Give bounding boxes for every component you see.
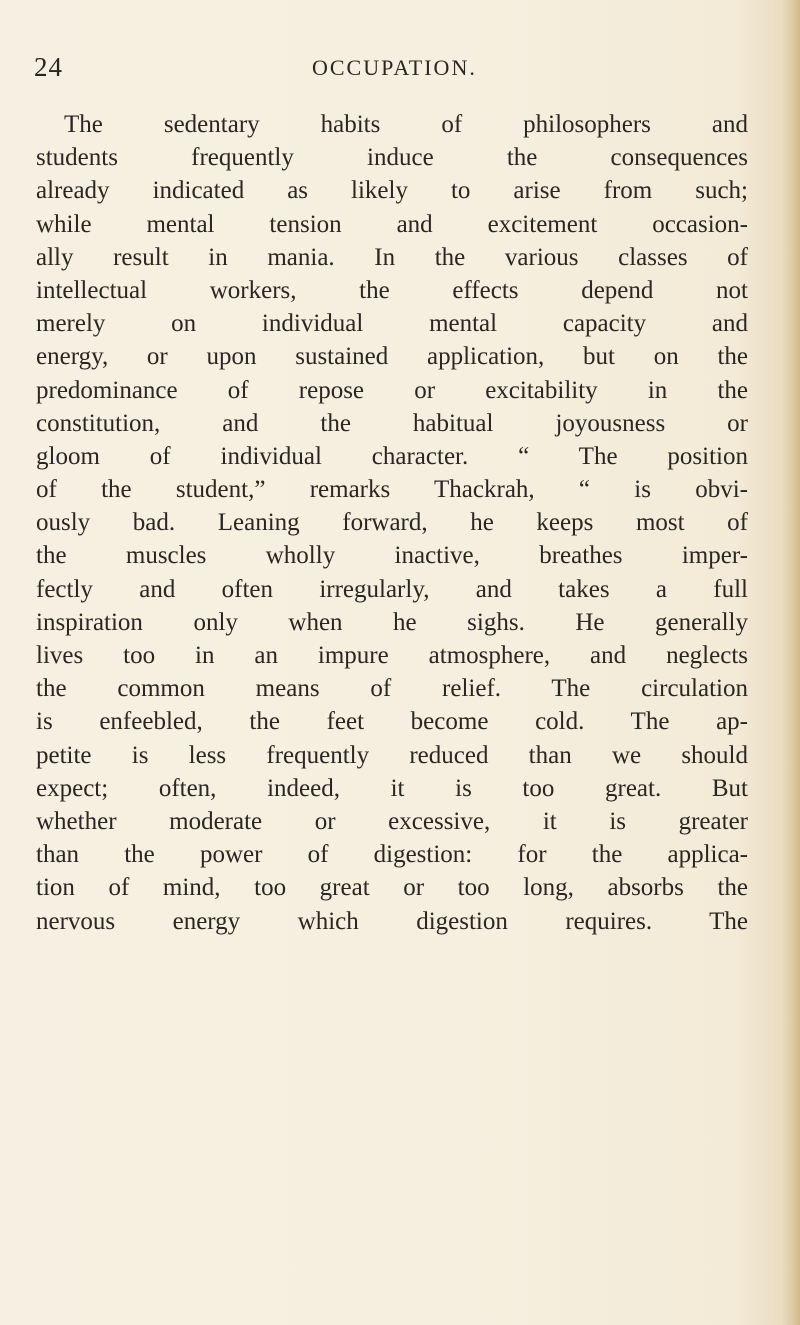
text-line: fectly and often irregularly, and takes a full: [36, 575, 748, 603]
text-line: energy, or upon sustained application, but on the: [36, 343, 748, 371]
running-title: OCCUPATION.: [312, 55, 477, 80]
text-line: The sedentary habits of philosophers and: [64, 111, 748, 138]
text-line: students frequently induce the consequences: [36, 144, 748, 172]
text-line: inspiration only when he sighs. He generally: [36, 608, 748, 636]
text-line: while mental tension and excitement occasion-: [36, 210, 748, 238]
text-line: merely on individual mental capacity and: [36, 310, 748, 338]
text-line: tion of mind, too great or too long, absorbs the: [36, 874, 748, 902]
text-line: ously bad. Leaning forward, he keeps most of: [36, 509, 748, 537]
page-edge-shadow: [782, 0, 800, 1325]
text-line: the muscles wholly inactive, breathes imper-: [36, 542, 748, 570]
text-line: constitution, and the habitual joyousness or: [36, 409, 748, 437]
text-line: ally result in mania. In the various classes of: [36, 243, 748, 271]
running-head: [0, 52, 800, 92]
text-line: the common means of relief. The circulation: [36, 675, 748, 703]
text-line: already indicated as likely to arise from such;: [36, 177, 748, 205]
body-text: [36, 108, 748, 938]
text-line: predominance of repose or excitability in the: [36, 376, 748, 404]
text-line: than the power of digestion: for the applica-: [36, 841, 748, 869]
text-line: intellectual workers, the effects depend not: [36, 276, 748, 304]
text-line: petite is less frequently reduced than we should: [36, 741, 748, 769]
text-line: gloom of individual character. “ The position: [36, 442, 748, 470]
text-line: whether moderate or excessive, it is greater: [36, 807, 748, 835]
text-line: expect; often, indeed, it is too great. But: [36, 774, 748, 802]
text-line: is enfeebled, the feet become cold. The ap-: [36, 708, 748, 736]
text-line: nervous energy which digestion requires. The: [36, 907, 748, 935]
text-line: lives too in an impure atmosphere, and neglects: [36, 642, 748, 669]
text-line: of the student,” remarks Thackrah, “ is obvi-: [36, 476, 748, 504]
page-number: 24: [34, 52, 63, 82]
